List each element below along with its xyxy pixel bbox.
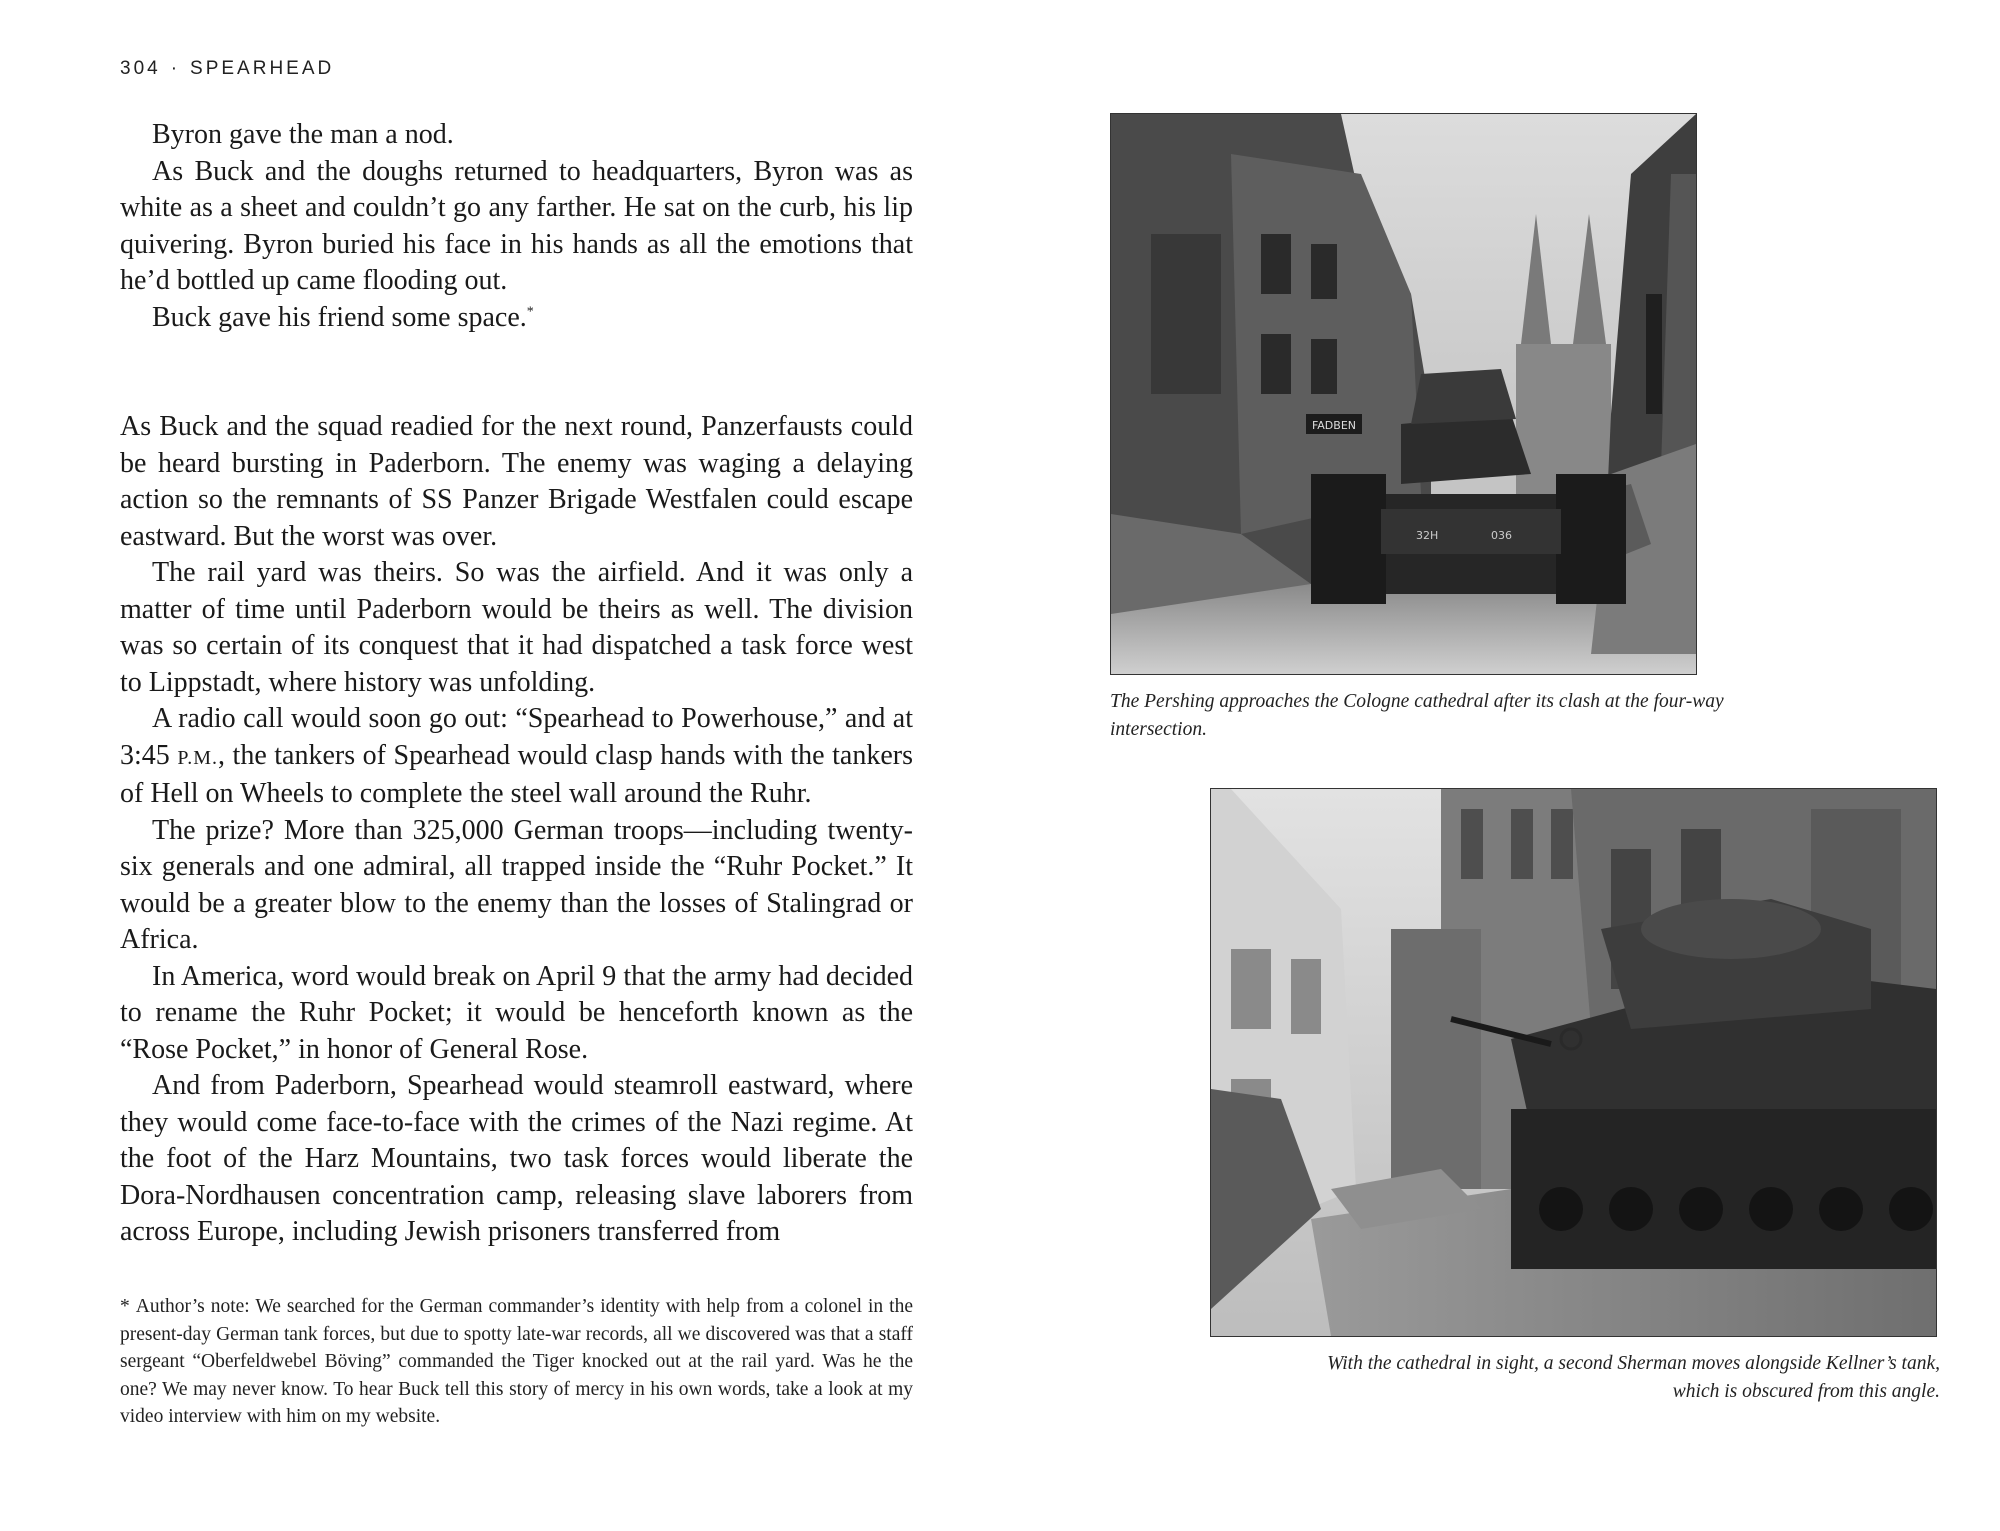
photo-pershing-image bbox=[1111, 114, 1696, 674]
paragraph: In America, word would break on April 9 that the army had decided to rename the Ruhr Pocket; it would be henceforth known as the “Rose Pocket,” in honor of General Rose. bbox=[120, 960, 913, 1065]
paragraph-text: , the tankers of Spearhead would clasp hands with the tankers of Hell on Wheels to complete the steel wall around the Ruhr. bbox=[120, 739, 913, 809]
paragraph: The rail yard was theirs. So was the airfield. And it was only a matter of time until Paderborn would be theirs as well. The division was so certain of its conquest that it had dispatched a task force west to Lippstadt, where history was unfolding. bbox=[120, 557, 913, 698]
photo-sherman-cathedral bbox=[1210, 788, 1937, 1337]
shop-sign-text: FADBEN bbox=[1311, 419, 1357, 432]
book-title: SPEARHEAD bbox=[190, 58, 335, 79]
page-number: 304 bbox=[120, 58, 161, 79]
paragraph: And from Paderborn, Spearhead would steamroll eastward, where they would come face-to-face with the crimes of the Nazi regime. At the foot of the Harz Mountains, two task forces would liberate the Dora-Nordhausen concentration camp, releasing slave laborers from across Europe, including Jewish prisoners transferred from bbox=[120, 1070, 913, 1247]
photo-pershing-cologne bbox=[1110, 113, 1697, 675]
footnote-text: Author’s note: We searched for the German commander’s identity with help from a colonel in the present-day German tank forces, but due to spotty late-war records, all we discovered was that a staff sergeant “Oberfeldwebel Böving” commanded the Tiger knocked out at the rail yard. Was he the one? We may never know. To hear Buck tell this story of mercy in his own words, take a look at my video interview with him on my website. bbox=[120, 1296, 913, 1427]
footnote bbox=[120, 1293, 913, 1431]
photo-caption: With the cathedral in sight, a second Sherman moves alongside Kellner’s tank, which is obscured from this angle. bbox=[1327, 1353, 1940, 1402]
time-suffix: P.M. bbox=[177, 746, 219, 769]
hull-mark: 036 bbox=[1491, 529, 1512, 542]
paragraph-text: A radio call would soon go out: “Spearhead to Powerhouse,” and at 3:45 bbox=[120, 703, 913, 771]
header-separator: · bbox=[170, 58, 181, 79]
paragraph-text: Buck gave his friend some space. bbox=[152, 301, 527, 333]
photo-sherman-image bbox=[1211, 789, 1936, 1336]
paragraph bbox=[120, 300, 913, 337]
paragraph: The prize? More than 325,000 German troops—including twenty-six generals and one admiral, all trapped inside the “Ruhr Pocket.” It would be a greater blow to the enemy than the losses of Stalingrad or Africa. bbox=[120, 814, 913, 955]
footnote-reference: * bbox=[526, 304, 534, 320]
footnote-marker: * bbox=[120, 1296, 130, 1317]
hull-mark: 32H bbox=[1416, 529, 1439, 542]
paragraph: As Buck and the squad readied for the next round, Panzerfausts could be heard bursting in Paderborn. The enemy was waging a delaying action so the remnants of SS Panzer Brigade Westfalen could escape eastward. But the worst was over. bbox=[120, 411, 913, 552]
section-break bbox=[120, 336, 913, 409]
paragraph bbox=[120, 701, 913, 813]
body-text bbox=[120, 117, 913, 1251]
running-head bbox=[120, 58, 334, 80]
paragraph: Byron gave the man a nod. bbox=[152, 119, 454, 150]
photo-caption: The Pershing approaches the Cologne cathedral after its clash at the four-way intersection. bbox=[1110, 691, 1724, 740]
paragraph: As Buck and the doughs returned to headquarters, Byron was as white as a sheet and couldn’t go any farther. He sat on the curb, his lip quivering. Byron buried his face in his hands as all the emotions that he’d bottled up came flooding out. bbox=[120, 155, 913, 296]
